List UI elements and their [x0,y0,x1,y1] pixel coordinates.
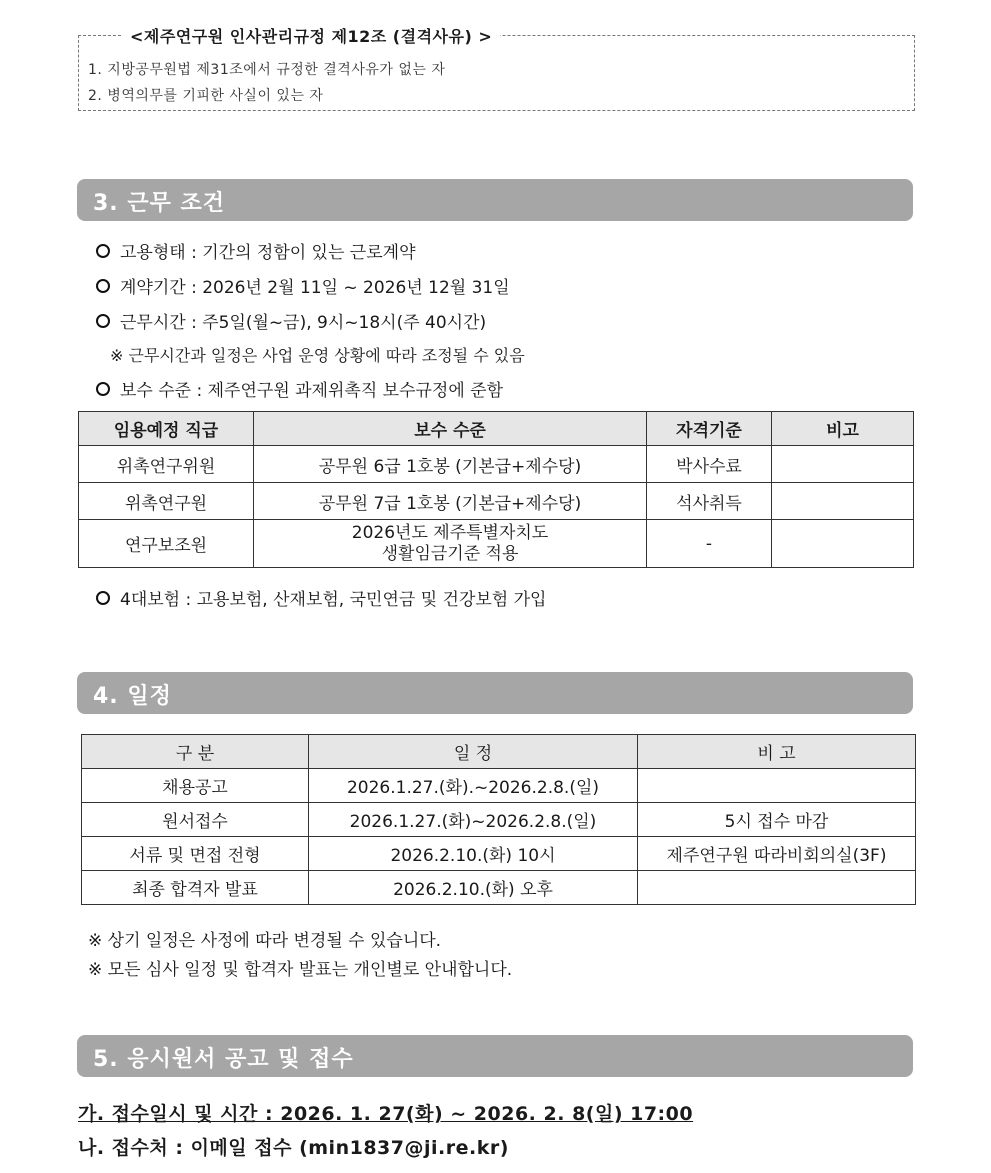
schedule-table [81,734,916,905]
table-cell: 원서접수 [82,803,309,837]
table-cell: 2026.2.10.(화) 오후 [309,871,638,905]
table-cell: 2026.2.10.(화) 10시 [309,837,638,871]
col-header-pay: 보수 수준 [254,412,647,446]
table-cell: 박사수료 [647,446,772,483]
col-header-remarks: 비 고 [638,735,916,769]
table-cell: 석사취득 [647,483,772,520]
table-cell [254,520,647,568]
circle-bullet-icon [96,279,110,293]
schedule-note-2: ※ 모든 심사 일정 및 합격자 발표는 개인별로 안내합니다. [88,960,513,980]
table-cell: 공무원 7급 1호봉 (기본급+제수당) [254,483,647,520]
table-cell: - [647,520,772,568]
table-row [79,520,914,568]
table-cell: 위촉연구원 [79,483,254,520]
col-header-qualification: 자격기준 [647,412,772,446]
employment-type-item: 고용형태 : 기간의 정함이 있는 근로계약 [96,238,416,263]
table-cell: 연구보조원 [79,520,254,568]
table-row [82,871,916,905]
schedule-table-header-row [82,735,916,769]
table-row [82,837,916,871]
table-row [79,483,914,520]
application-destination: 나. 접수처 : 이메일 접수 (min1837@ji.re.kr) [78,1137,509,1159]
section-4-header [77,672,913,714]
table-cell [638,871,916,905]
col-header-category: 구 분 [82,735,309,769]
table-cell: 제주연구원 따라비회의실(3F) [638,837,916,871]
pay-cell-line-2: 생활임금기준 적용 [381,543,519,564]
section-4-title: 4. 일정 [93,684,172,709]
pay-table-header-row [79,412,914,446]
table-cell: 서류 및 면접 전형 [82,837,309,871]
regulation-line-1: 1. 지방공무원법 제31조에서 규정한 결격사유가 없는 자 [88,62,446,78]
table-cell: 2026.1.27.(화)~2026.2.8.(일) [309,803,638,837]
table-cell [772,520,914,568]
circle-bullet-icon [96,382,110,396]
table-cell [638,769,916,803]
table-cell [772,446,914,483]
pay-cell-line-1: 2026년도 제주특별자치도 [351,522,549,543]
table-cell: 위촉연구위원 [79,446,254,483]
section-5-header [77,1035,913,1077]
table-cell: 최종 합격자 발표 [82,871,309,905]
regulation-line-2: 2. 병역의무를 기피한 사실이 있는 자 [88,88,324,104]
col-header-schedule: 일 정 [309,735,638,769]
table-cell [772,483,914,520]
table-cell: 공무원 6급 1호봉 (기본급+제수당) [254,446,647,483]
pay-level-item: 보수 수준 : 제주연구원 과제위촉직 보수규정에 준함 [96,376,503,401]
table-row [82,769,916,803]
application-period: 가. 접수일시 및 시간 : 2026. 1. 27(화) ~ 2026. 2. 8(일) 17:00 [78,1103,694,1125]
schedule-note-1: ※ 상기 일정은 사정에 따라 변경될 수 있습니다. [88,931,442,951]
insurance-item: 4대보험 : 고용보험, 산재보험, 국민연금 및 건강보험 가입 [96,585,546,610]
circle-bullet-icon [96,244,110,258]
work-hours-item: 근무시간 : 주5일(월~금), 9시~18시(주 40시간) [96,308,486,333]
circle-bullet-icon [96,591,110,605]
col-header-remarks: 비고 [772,412,914,446]
section-5-title: 5. 응시원서 공고 및 접수 [93,1047,354,1072]
table-cell: 2026.1.27.(화).~2026.2.8.(일) [309,769,638,803]
table-cell: 5시 접수 마감 [638,803,916,837]
circle-bullet-icon [96,314,110,328]
table-row [79,446,914,483]
pay-table [78,411,914,568]
contract-period-item: 계약기간 : 2026년 2월 11일 ~ 2026년 12월 31일 [96,273,510,298]
col-header-position: 임용예정 직급 [79,412,254,446]
work-hours-note: ※ 근무시간과 일정은 사업 운영 상황에 따라 조정될 수 있음 [110,346,525,365]
section-3-header [77,179,913,221]
table-cell: 채용공고 [82,769,309,803]
section-3-title: 3. 근무 조건 [93,191,225,216]
regulation-title: <제주연구원 인사관리규정 제12조 (결격사유) > [122,24,500,47]
table-row [82,803,916,837]
